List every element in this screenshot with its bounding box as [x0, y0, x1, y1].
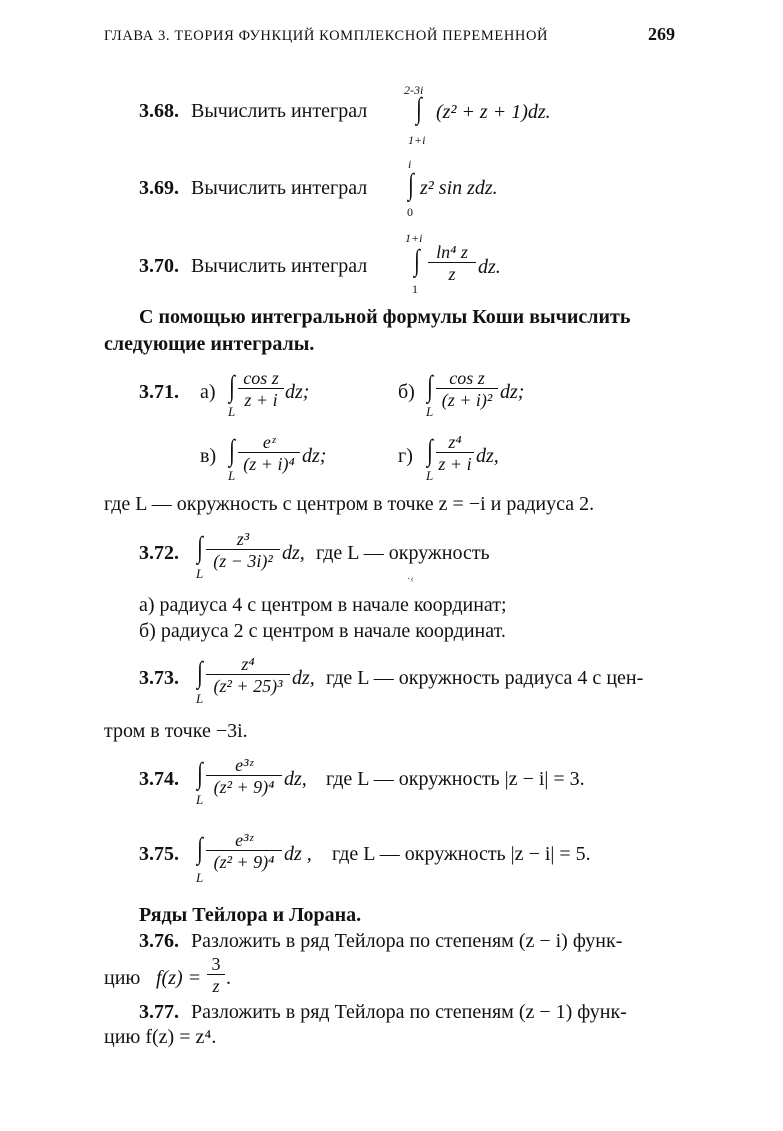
integral-sign: ∫ — [197, 531, 203, 564]
problem-number: 3.72. — [139, 542, 179, 564]
fraction — [207, 954, 225, 997]
contour-label: L — [196, 870, 204, 885]
fraction-g — [436, 432, 474, 475]
upper-limit: 1+i — [405, 231, 423, 245]
numerator: e³ᶻ — [206, 830, 282, 851]
problem-number: 3.74. — [139, 768, 179, 790]
case-a: а) радиуса 4 с центром в начале координат; — [139, 594, 507, 616]
contour-label: L — [196, 566, 204, 581]
function-label: f(z) = — [156, 967, 202, 989]
upper-limit: i — [408, 157, 412, 171]
differential: dz , — [284, 843, 312, 865]
integral-sign: ∫ — [197, 656, 203, 689]
integral-sign: ∫ — [197, 757, 203, 790]
fraction — [206, 755, 282, 798]
upper-limit: 2-3i — [404, 83, 424, 97]
differential: dz; — [302, 445, 327, 467]
denominator: z — [212, 976, 220, 996]
label-g: г) — [398, 445, 413, 467]
lower-limit: 0 — [407, 205, 413, 219]
case-b: б) радиуса 2 с центром в начале координат. — [139, 620, 506, 642]
fraction — [206, 654, 290, 697]
differential: dz; — [285, 381, 310, 403]
integral-sign: ∫ — [414, 244, 420, 277]
fraction-a — [238, 368, 284, 411]
problem-number: 3.77. — [139, 1001, 179, 1023]
period: . — [226, 967, 231, 989]
integral-sign: ∫ — [229, 370, 235, 403]
numerator: 3 — [207, 954, 225, 975]
label-a: а) — [200, 381, 216, 403]
lower-limit: 1 — [412, 282, 418, 296]
cauchy-instruction-line2: следующие интегралы. — [104, 333, 315, 355]
differential: dz, — [284, 768, 307, 790]
integral-sign: ∫ — [197, 832, 203, 865]
integrand-tail: dz. — [478, 256, 501, 278]
fraction — [428, 242, 476, 285]
problem-number: 3.73. — [139, 667, 179, 689]
denominator: (z² + 9)⁴ — [213, 777, 275, 797]
contour-description: где L — окружность — [316, 542, 490, 564]
running-header: ГЛАВА 3. ТЕОРИЯ ФУНКЦИЙ КОМПЛЕКСНОЙ ПЕРЕМЕННОЙ — [104, 28, 549, 44]
contour-label: L — [196, 691, 204, 706]
problem-number: 3.75. — [139, 843, 179, 865]
integral-sign: ∫ — [427, 434, 433, 467]
fraction — [206, 529, 280, 572]
contour-label: L — [228, 468, 236, 483]
problem-text-continued: цию — [104, 967, 141, 989]
contour-description: где L — окружность радиуса 4 с цен- — [326, 667, 644, 689]
integral-sign: ∫ — [408, 168, 414, 201]
integral-sign: ∫ — [416, 92, 422, 125]
section-heading: Ряды Тейлора и Лорана. — [139, 904, 362, 926]
contour-description: где L — окружность с центром в точке z = −i и радиуса 2. — [104, 493, 595, 515]
problem-text: Вычислить интеграл — [191, 177, 368, 199]
denominator: (z² + 9)⁴ — [213, 852, 275, 872]
denominator: (z² + 25)³ — [213, 676, 283, 696]
integrand: (z² + z + 1)dz. — [436, 101, 551, 123]
contour-description-continued: тром в точке −3i. — [104, 720, 248, 742]
differential: dz; — [500, 381, 525, 403]
fraction-v — [238, 432, 300, 475]
integral-sign: ∫ — [229, 434, 235, 467]
fraction-b — [436, 368, 498, 411]
differential: dz, — [282, 542, 305, 564]
denominator: (z + i)⁴ — [243, 454, 295, 474]
problem-number: 3.70. — [139, 255, 179, 277]
differential: dz, — [476, 445, 499, 467]
problem-number: 3.71. — [139, 381, 179, 403]
contour-description: где L — окружность |z − i| = 3. — [326, 768, 585, 790]
label-v: в) — [200, 445, 217, 467]
denominator: z — [448, 264, 456, 284]
numerator: cos z — [436, 368, 498, 389]
integral-sign: ∫ — [427, 370, 433, 403]
numerator: eᶻ — [238, 432, 300, 453]
contour-description: где L — окружность |z − i| = 5. — [332, 843, 591, 865]
contour-label: L — [228, 404, 236, 419]
problem-text: Разложить в ряд Тейлора по степеням (z − i) функ- — [191, 930, 623, 952]
lower-limit: 1+i — [408, 133, 426, 147]
numerator: ln⁴ z — [428, 242, 476, 263]
problem-number: 3.76. — [139, 930, 179, 952]
problem-number: 3.68. — [139, 100, 179, 122]
contour-label: L — [426, 468, 434, 483]
problem-text: Вычислить интеграл — [191, 255, 368, 277]
label-b: б) — [398, 381, 415, 403]
numerator: z³ — [206, 529, 280, 550]
numerator: e³ᶻ — [206, 755, 282, 776]
numerator: cos z — [238, 368, 284, 389]
problem-text: Вычислить интеграл — [191, 100, 368, 122]
denominator: (z + i)² — [441, 390, 493, 410]
cauchy-instruction-line1: С помощью интегральной формулы Коши вычислить — [139, 306, 631, 328]
numerator: z⁴ — [206, 654, 290, 675]
integrand: z² sin zdz. — [420, 177, 498, 199]
problem-number: 3.69. — [139, 177, 179, 199]
problem-text: Разложить в ряд Тейлора по степеням (z − 1) функ- — [191, 1001, 627, 1023]
numerator: z⁴ — [436, 432, 474, 453]
differential: dz, — [292, 667, 315, 689]
contour-label: L — [196, 792, 204, 807]
denominator: z + i — [244, 390, 278, 410]
problem-text-continued: цию f(z) = z⁴. — [104, 1026, 217, 1048]
print-speck: ·‹ — [407, 574, 414, 585]
fraction — [206, 830, 282, 873]
denominator: z + i — [438, 454, 472, 474]
denominator: (z − 3i)² — [213, 551, 273, 571]
page-number: 269 — [648, 24, 675, 44]
contour-label: L — [426, 404, 434, 419]
